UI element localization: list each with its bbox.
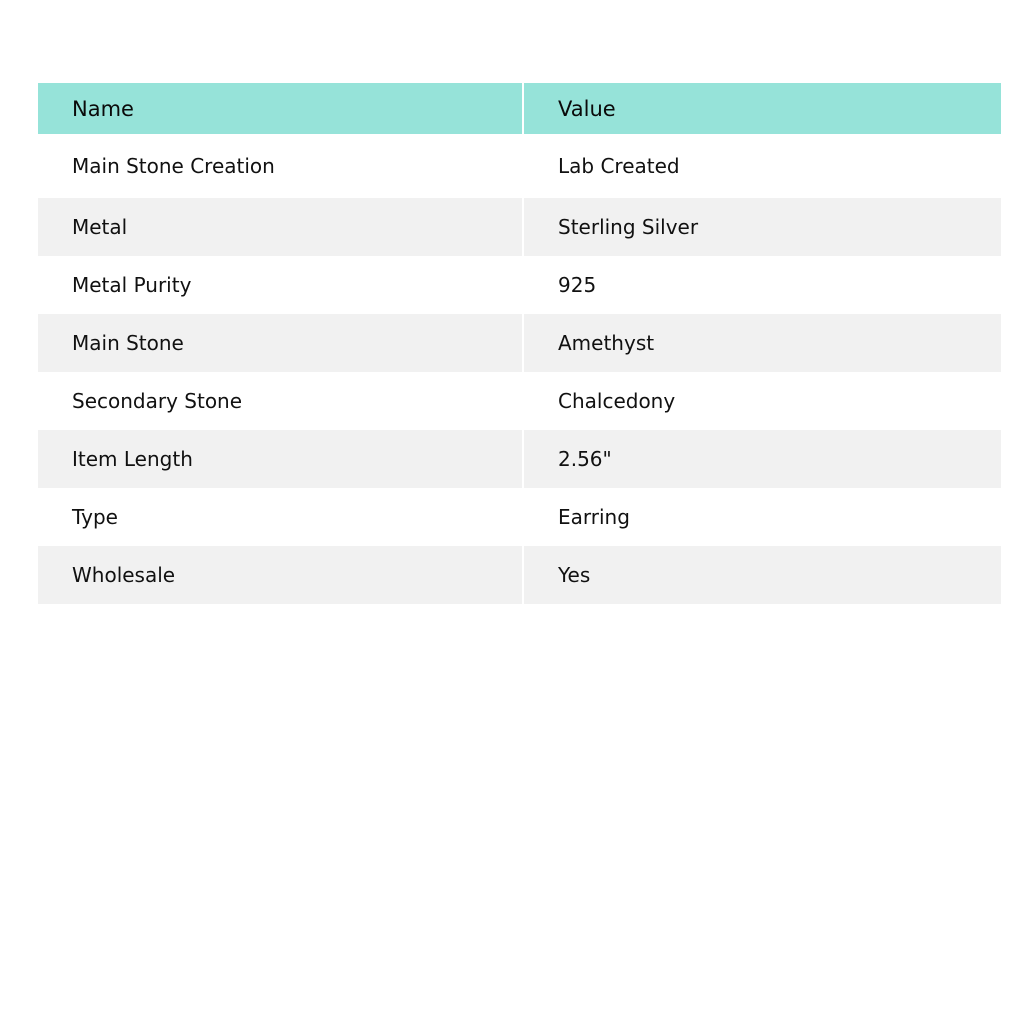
row-value-cell: Sterling Silver	[523, 198, 1001, 256]
header-row	[38, 83, 1001, 134]
table-row	[38, 430, 1001, 488]
row-name-cell: Type	[38, 488, 523, 546]
row-name-cell: Secondary Stone	[38, 372, 523, 430]
row-value-cell: Chalcedony	[523, 372, 1001, 430]
table-row	[38, 198, 1001, 256]
table-row	[38, 546, 1001, 604]
header-name: Name	[38, 83, 523, 134]
table-row	[38, 314, 1001, 372]
table-row	[38, 372, 1001, 430]
row-value-cell: 925	[523, 256, 1001, 314]
table-body	[38, 134, 1001, 604]
row-name-cell: Main Stone Creation	[38, 134, 523, 198]
spec-table	[38, 83, 1001, 604]
table-row	[38, 488, 1001, 546]
row-name-cell: Metal Purity	[38, 256, 523, 314]
row-name-cell: Main Stone	[38, 314, 523, 372]
row-value-cell: 2.56"	[523, 430, 1001, 488]
row-name-cell: Wholesale	[38, 546, 523, 604]
row-value-cell: Amethyst	[523, 314, 1001, 372]
row-name-cell: Metal	[38, 198, 523, 256]
table-header	[38, 83, 1001, 134]
table-row	[38, 134, 1001, 198]
row-value-cell: Earring	[523, 488, 1001, 546]
row-value-cell: Lab Created	[523, 134, 1001, 198]
table-row	[38, 256, 1001, 314]
row-name-cell: Item Length	[38, 430, 523, 488]
row-value-cell: Yes	[523, 546, 1001, 604]
header-value: Value	[523, 83, 1001, 134]
